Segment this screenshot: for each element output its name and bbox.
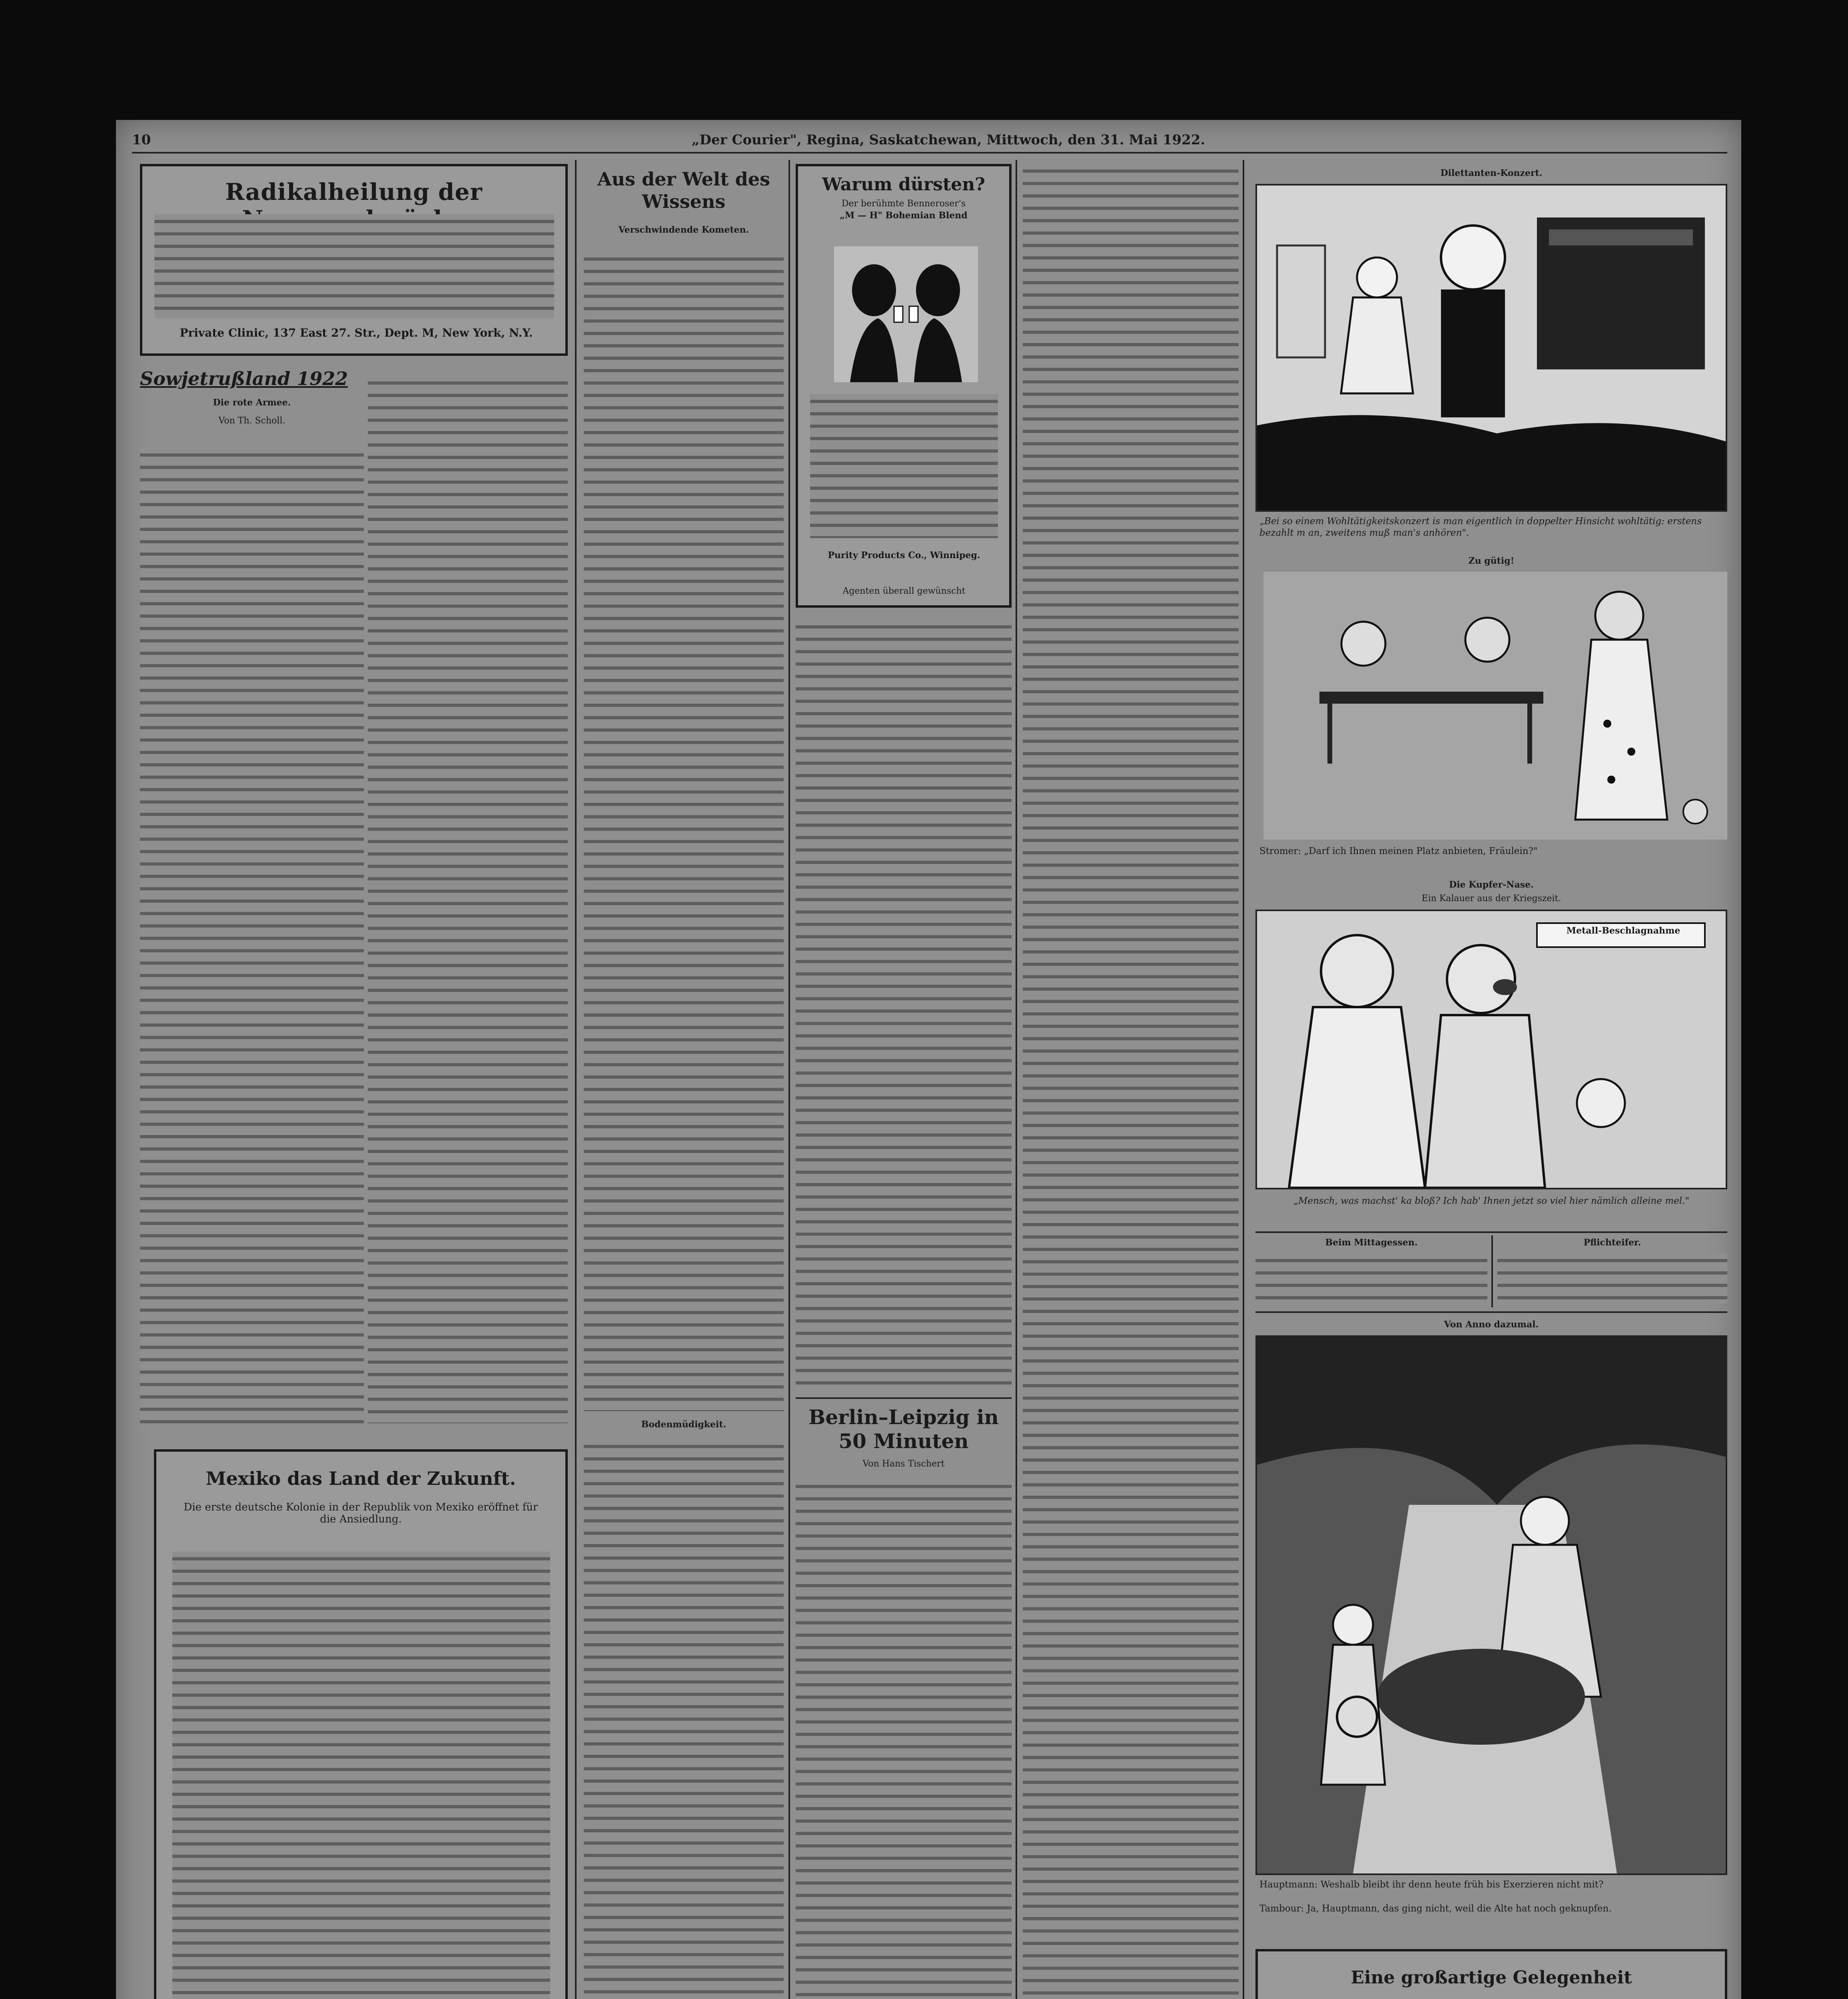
cartoon-caption: Tambour: Ja, Hauptmann, das ging nicht, weil die Alte hat noch geknupfen. [1259,1903,1612,1914]
ad-gelegenheit [1255,1949,1727,1999]
ad-bohemian-blend [796,164,1012,608]
article-body-left [140,448,364,1423]
ad-title: Warum dürsten? [822,174,985,195]
ad-body-text [172,1552,550,1999]
park-bench-drawing [1263,572,1727,840]
article-subtitle: Die rote Armee. [213,397,291,408]
cartoon-title: Zu gütig! [1468,556,1515,566]
sign-text: Metall-Beschlagnahme [1566,926,1680,936]
ad-title: Eine großartige Gelegenheit [1351,1967,1632,1988]
silhouettes-illustration [834,246,978,382]
cartoon-caption: „Mensch, was machst' ka bloß? Ich hab' Ihnen jetzt so viel hier nämlich alleine mel." [1293,1196,1689,1206]
cartoon-concert [1255,184,1727,512]
cartoon-title: Von Anno dazumal. [1444,1319,1539,1330]
page-number: 10 [132,132,151,148]
ad-body-text [810,394,998,538]
joke-title: Pflichteifer. [1583,1237,1641,1248]
concert-drawing [1257,186,1726,510]
article-title: Berlin–Leipzig in 50 Minuten [808,1405,999,1453]
article-title: Sowjetrußland 1922 [140,368,348,389]
ad-body-text [154,214,554,318]
joke-divider [1491,1235,1493,1307]
cartoon-subtitle: Ein Kalauer aus der Kriegszeit. [1421,894,1561,904]
cartoon-kupfer-nase [1255,910,1727,1189]
cartoon-zu-guetig [1263,572,1727,840]
article-author: Von Hans Tischert [862,1459,945,1469]
ad-lead: Die erste deutsche Kolonie in der Republik von Mexiko eröffnet für die Ansiedlung. [184,1501,538,1525]
joke-text [1255,1253,1487,1303]
article-body-right [368,376,568,1423]
cartoon-caption: Stromer: „Darf ich Ihnen meinen Platz anbieten, Fräulein?" [1259,846,1538,856]
joke-text [1497,1253,1727,1303]
joke-title: Beim Mittagessen. [1325,1237,1418,1248]
article-body [1023,164,1239,1999]
article-body [796,620,1012,1387]
ad-footer: Agenten überall gewünscht [842,586,966,596]
page-header [132,128,1727,152]
cartoon-title: Dilettanten-Konzert. [1440,168,1543,178]
ad-title: Radikalheilung der [225,178,483,205]
article-author: Von Th. Scholl. [218,416,285,426]
section-rule [796,1397,1012,1399]
cartoon-title: Die Kupfer-Nase. [1449,880,1534,890]
article-subtitle: Bodenmüdigkeit. [641,1419,726,1430]
header-rule [132,152,1727,154]
article-body [584,1439,784,1999]
ad-line1: Der berühmte Benneroser's [841,199,966,209]
column-rule [575,160,577,1999]
newspaper-page [116,120,1741,1999]
section-rule [1255,1231,1727,1233]
article-subtitle: Verschwindende Kometen. [618,225,749,235]
column-rule [1016,160,1017,1999]
article-sowjetrussland [140,368,364,426]
ad-line2: „M — H" Bohemian Blend [840,210,968,221]
cartoon-anno-dazumal [1255,1335,1727,1875]
soldiers-drawing [1257,1337,1726,1873]
masthead: „Der Courier", Regina, Saskatchewan, Mittwoch, den 31. Mai 1922. [692,132,1205,148]
ad-sender: Purity Products Co., Winnipeg. [828,550,980,561]
article-welt-des-wissens [584,168,784,235]
article-body [584,252,784,1411]
column-rule [1243,160,1244,1999]
section-rule [1255,1311,1727,1313]
copper-nose-drawing [1257,911,1726,1188]
ad-title: Mexiko das Land der Zukunft. [206,1468,516,1489]
article-berlin-leipzig [796,1405,1012,1469]
ad-mexiko [154,1449,568,1999]
cartoon-caption: „Bei so einem Wohltätigkeitskonzert is man eigentlich in doppelter Hinsicht wohltätig: erstens bezahlt m an, zweitens muß man's anhören". [1259,516,1702,538]
ad-radikalheilung [140,164,568,356]
cartoon-caption: Hauptmann: Weshalb bleibt ihr denn heute früh bis Exerzieren nicht mit? [1259,1879,1604,1890]
article-body [796,1479,1012,1999]
ad-footer: Private Clinic, 137 East 27. Str., Dept. M, New York, N.Y. [180,326,533,339]
article-title: Aus der Welt des Wissens [597,168,770,212]
column-rule [788,160,790,1999]
